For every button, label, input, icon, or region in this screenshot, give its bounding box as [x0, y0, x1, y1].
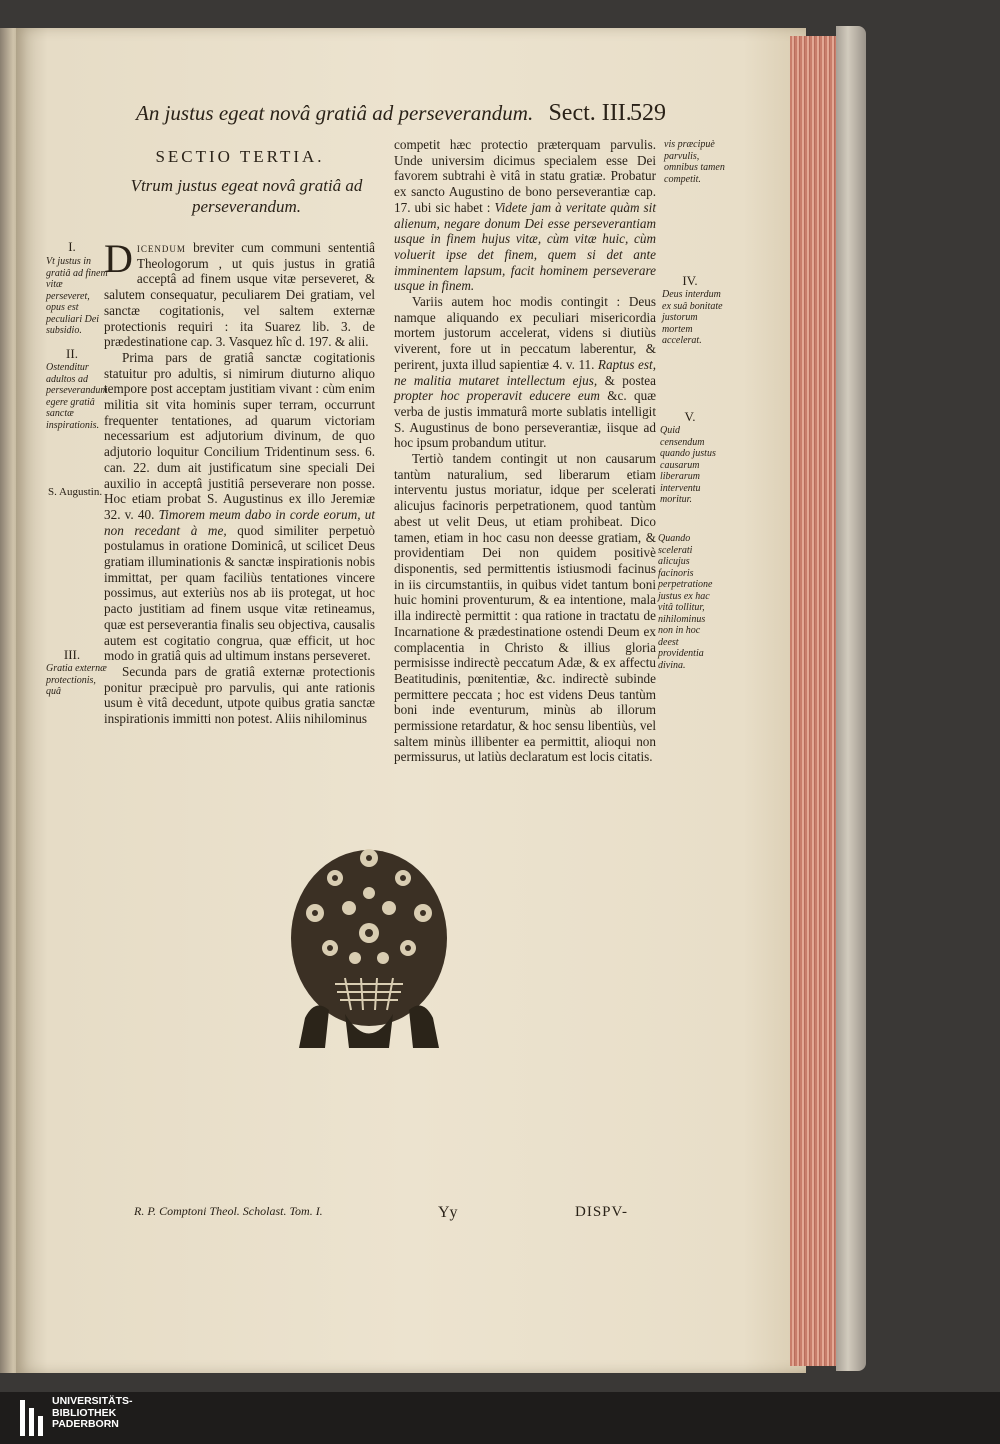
margin-number-3: III. — [63, 647, 81, 662]
flower-basket-ornament — [285, 838, 453, 1053]
margin-note-5: Quid censendum quando justus causarum liberarum interventu moritur. — [660, 425, 716, 505]
c2p2-quote-b: propter hoc properavit educere eum — [394, 388, 600, 404]
margin-note-augustin: S. Augustin. — [48, 486, 103, 498]
footer-book-title: R. P. Comptoni Theol. Scholast. Tom. I. — [134, 1204, 323, 1218]
footer-catchword: DISPV- — [575, 1204, 628, 1220]
library-line-3: PADERBORN — [52, 1418, 119, 1430]
running-title: An justus egeat novâ gratiâ ad perseverandum. — [136, 101, 534, 125]
paragraph-4 — [394, 137, 656, 294]
text-column-right — [394, 137, 656, 765]
paragraph-5 — [394, 294, 656, 451]
p2-text-b: quod similiter perpetuò postulamus in oratione Dominicâ, ut scilicet Deus gratiam illuminationis & sanctæ inspirationis nobis immittat, per quam faciliùs tentationes vincere possimus, aut exteriùs nos ab iis protegat, ut hoc pacto justitiam ad finem usque vitæ retineamus, quæ est perseverantia finalis seu objectiva, causalis autem est cogitatio congrua, quæ efficit, ut hoc modo in gratiâ quis ad ultimum instans perseveret. — [104, 522, 376, 664]
p1-text: breviter cum communi sententiâ Theologorum , ut quis justus in gratiâ acceptâ ad finem usque vitæ perseveret, & salutem consequatur, peculiarem Dei gratiam, vel sanctæ cogitationis, vel saltem externæ protectionis requiri : ita Suarez lib. 3. de prædestinatione cap. 3. Vasquez hîc d. 197. & alii. — [104, 240, 375, 350]
text-column-left — [104, 236, 376, 727]
book-cover-edge — [836, 26, 866, 1371]
running-header — [136, 100, 666, 140]
library-line-1: UNIVERSITÄTS- — [52, 1395, 133, 1407]
c2p2-text: Variis autem hoc modis contingit : Deus namque aliquando ex peculiari misericordia mortem justorum accelerat, videns si diutiùs viverent, fore ut in peccatum laberentur, & perirent, juxta illud sapientiæ 4. v. 11. — [394, 294, 656, 372]
c2p2-text-b: & postea — [597, 372, 656, 388]
margin-note-1: Vt justus in gratiâ ad finem vitæ perseveret, opus est peculiari Dei subsidio. — [46, 256, 108, 336]
c2p2-text-c: &c. quæ verba de justis immaturâ morte sublatis intelligit S. Augustinus de bono perseverantiæ, iisque ad hoc ipsum probandum utitur. — [394, 388, 656, 451]
margin-note-2: Ostenditur adultos ad perseverandum egere gratiâ sanctæ inspirationis. — [46, 362, 108, 431]
c2p3-text: Tertiò tandem contingit ut non causarum tantùm naturalium, sed liberarum etiam interventu justus moriatur, idque per scelerati alicujus facinoris perpetrationem, quod tantùm abest ut velit Deus, ut etiam prohibeat. Dico tamen, etiam in hoc casu non deesse gratiam, & providentiam Dei non quidem positivè disponentis, sed permittentis istiusmodi facinus in iis circumstantiis, in quibus videt tantum boni huic homini proventurum, & ea intentione, mala illa indirectè permittit : qua ratione in tractatu de Incarnatione & prædestinatione ostendi Deum ex complacentia in Christo & illius gloria permisisse indirectè peccatum Adæ, & ex affectu Beatitudinis, pœnitentiæ, &c. indirectè subinde permittere peccata ; hoc est videns Deus tantùm boni inde eventurum, minùs ab illorum permissione retardatur, & hoc sensu libentiùs, vel saltem minùs illibenter ea permittit, alioqui non permissurus, ut latiùs declaratum est locis citatis. — [394, 451, 656, 765]
c2p2-quote: Raptus est, ne malitia mutaret intellectum ejus, — [394, 356, 656, 388]
c2p1-quote: Videte jam à veritate quàm sit alienum, negare donum Dei esse perseverantiam usque in finem hujus vitæ, cùm vitæ huic, cùm voluerit ipse det finem, quem si det ante imminentem lapsum, facit hominem perseverare usque in finem. — [394, 199, 656, 294]
page-edges — [790, 36, 842, 1366]
margin-note-6: Quando scelerati alicujus facinoris perpetratione justus ex hac vitâ tollitur, nihilominus non in hoc deest providentia divina. — [658, 533, 713, 671]
margin-note-0: vis præcipuè parvulis, omnibus tamen competit. — [664, 139, 725, 185]
library-name — [52, 1396, 133, 1431]
margin-note-4: Deus interdum ex suâ bonitate justorum mortem accelerat. — [662, 289, 723, 346]
p2-quote: Timorem meum dabo in corde eorum, ut non recedant à me, — [104, 506, 375, 538]
section-subtitle: Vtrum justus egeat novâ gratiâ ad perseverandum. — [130, 176, 363, 216]
p1-smallcaps: icendum — [136, 240, 186, 255]
margin-note-3: Gratia externæ protectionis, quâ — [46, 663, 107, 697]
section-label: Sect. III. — [548, 100, 632, 126]
margin-number-2: II. — [66, 346, 78, 361]
library-line-2: BIBLIOTHEK — [52, 1406, 117, 1419]
paragraph-1 — [104, 236, 375, 350]
margin-number-5: V. — [684, 409, 696, 424]
section-title: SECTIO TERTIA. — [155, 147, 325, 166]
footer-signature: Yy — [438, 1204, 458, 1221]
library-footer-bar — [0, 1392, 1000, 1444]
p2-text: Prima pars de gratiâ sanctæ cogitationis statuitur pro adultis, si nimirum diuturno aliquo tempore post acceptam justitiam vivant : cùm enim militia sit vita hominis super terram, occurrunt frequenter tentationes, ad quarum victoriam necessarium est adjutorium divinum, de quo adjutorio loquitur Concilium Tridentinum sess. 6. can. 22. dum ait justificatum sine speciali Dei auxilio in acceptâ justitiâ perseverare non posse. Hoc etiam probat S. Augustinus ex illo Jeremiæ 32. v. 40. — [104, 349, 375, 522]
paragraph-6 — [394, 451, 656, 765]
c2p1-text: competit hæc protectio præterquam parvulis. Unde universim dicimus specialem esse Dei favorem subtrahi è vitâ in statu gratiæ. Probatur ex sancto Augustino de bono perseverantiæ cap. 17. ubi sic habet : — [394, 137, 656, 215]
page-number: 529 — [630, 100, 666, 126]
p3-text: Secunda pars de gratiâ externæ protectionis ponitur præcipuè pro parvulis, qui ante rationis usum è vitâ decedunt, utpote quibus gratia sanctæ inspirationis immitti non potest. Aliis nihilominus — [104, 663, 375, 727]
drop-cap: D — [104, 236, 133, 281]
library-logo-icon — [18, 1398, 46, 1438]
paragraph-3 — [104, 664, 375, 727]
margin-number-4: IV. — [682, 273, 698, 288]
paragraph-2 — [104, 350, 375, 664]
margin-number-1: I. — [68, 239, 76, 254]
